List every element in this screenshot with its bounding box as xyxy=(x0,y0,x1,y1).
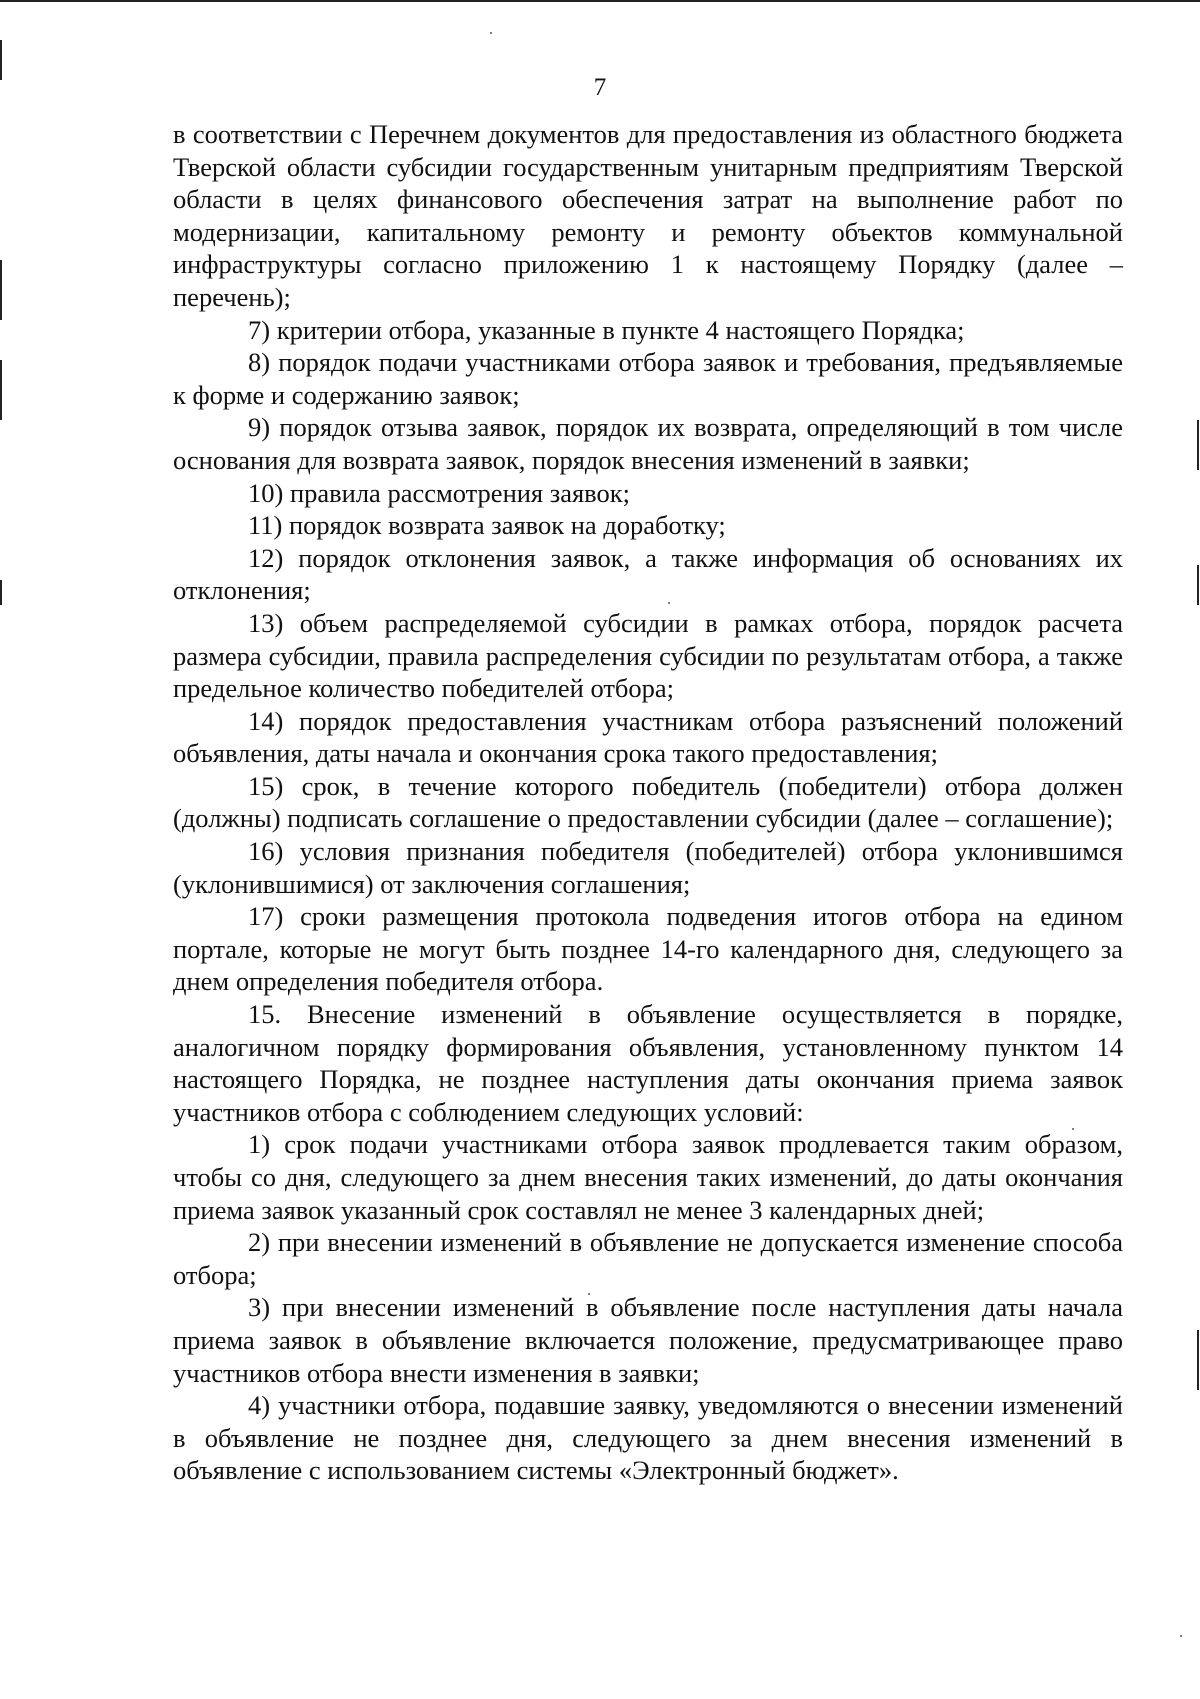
section-15-paragraph: 15. Внесение изменений в объявление осуществляется в порядке, аналогичном порядку формирования объявления, установленному пунктом 14 настоящего Порядка, не позднее наступления даты окончания приема заявок участников отбора с соблюдением следующих условий: xyxy=(173,999,1123,1127)
condition-item-2: 2) при внесении изменений в объявление не допускается изменение способа отбора; xyxy=(173,1227,1123,1290)
list-item-14: 14) порядок предоставления участникам отбора разъяснений положений объявления, даты начала и окончания срока такого предоставления; xyxy=(173,705,1123,769)
scan-edge-right-1 xyxy=(1197,420,1199,470)
scan-edge-left-2 xyxy=(0,260,2,320)
list-item-15: 15) срок, в течение которого победитель (победители) отбора должен (должны) подписать соглашение о предоставлении субсидии (далее – соглашение); xyxy=(173,770,1123,834)
list-item-8: 8) порядок подачи участниками отбора заявок и требования, предъявляемые к форме и содержанию заявок; xyxy=(173,347,1123,410)
page-number: 7 xyxy=(593,74,607,101)
list-item-16: 16) условия признания победителя (победителей) отбора уклонившимся (уклонившимися) от заключения соглашения; xyxy=(173,836,1123,899)
scan-edge-left-3 xyxy=(0,360,2,420)
scan-edge-right-3 xyxy=(1197,1330,1199,1390)
list-item-9: 9) порядок отзыва заявок, порядок их возврата, определяющий в том числе основания для возврата заявок, порядок внесения изменений в заявки; xyxy=(173,412,1123,475)
document-body xyxy=(173,118,1123,1487)
scan-speck xyxy=(1180,1635,1182,1637)
scan-speck xyxy=(490,32,492,34)
scan-edge-right-2 xyxy=(1197,565,1199,605)
list-item-11: 11) порядок возврата заявок на доработку; xyxy=(248,510,726,541)
paragraph-continuation: в соответствии с Перечнем документов для предоставления из областного бюджета Тверской области субсидии государственным унитарным предприятиям Тверской области в целях финансового обеспечения затрат на выполнение работ по модернизации, капитальному ремонту и ремонту объектов коммунальной инфраструктуры согласно приложению 1 к настоящему Порядку (далее – перечень); xyxy=(173,119,1123,312)
condition-item-4: 4) участники отбора, подавшие заявку, уведомляются о внесении изменений в объявление не позднее дня, следующего за днем внесения изменений в объявление с использованием системы «Электронный бюджет». xyxy=(173,1390,1123,1486)
list-item-10: 10) правила рассмотрения заявок; xyxy=(248,477,630,508)
list-item-12: 12) порядок отклонения заявок, а также информация об основаниях их отклонения; xyxy=(173,542,1123,606)
list-item-17: 17) сроки размещения протокола подведения итогов отбора на едином портале, которые не могут быть позднее 14-го календарного дня, следующего за днем определения победителя отбора. xyxy=(173,901,1123,997)
condition-item-1: 1) срок подачи участниками отбора заявок продлевается таким образом, чтобы со дня, следующего за днем внесения таких изменений, до даты окончания приема заявок указанный срок составлял не менее 3 календарных дней; xyxy=(173,1129,1123,1225)
list-item-7: 7) критерии отбора, указанные в пункте 4 настоящего Порядка; xyxy=(248,314,965,345)
condition-item-3: 3) при внесении изменений в объявление после наступления даты начала приема заявок в объявление включается положение, предусматривающее право участников отбора внести изменения в заявки; xyxy=(173,1292,1123,1388)
scan-edge-left-4 xyxy=(0,580,2,605)
scan-edge-top xyxy=(0,0,1200,2)
list-item-13: 13) объем распределяемой субсидии в рамках отбора, порядок расчета размера субсидии, правила распределения субсидии по результатам отбора, а также предельное количество победителей отбора; xyxy=(173,607,1123,704)
